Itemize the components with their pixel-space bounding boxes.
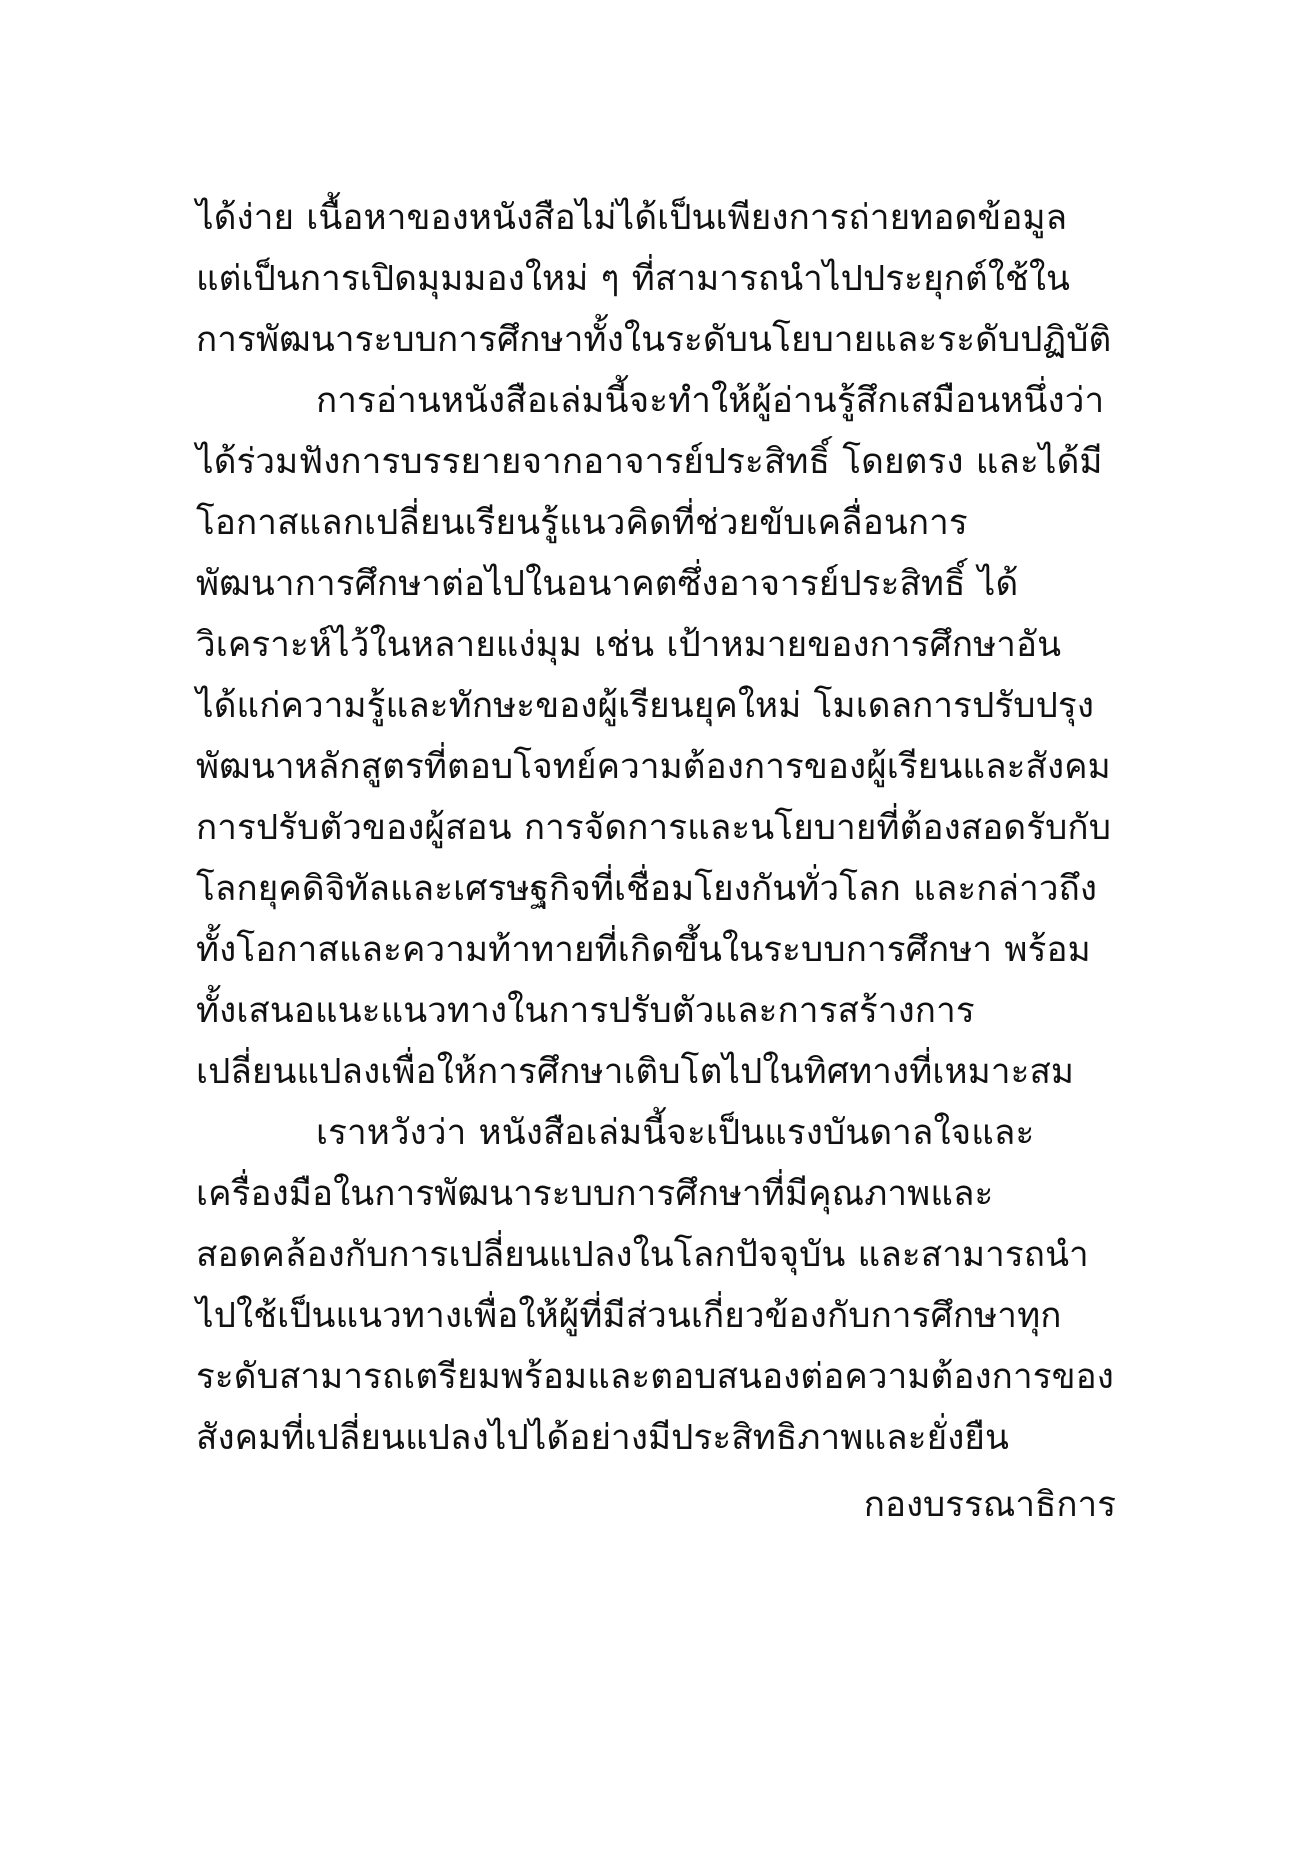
paragraph-1: ได้ง่าย เนื้อหาของหนังสือไม่ได้เป็นเพียงการถ่ายทอดข้อมูล แต่เป็นการเปิดมุมมองใหม่ ๆ ที่สามารถนำไปประยุกต์ใช้ในการพัฒนาระบบการศึกษาทั้งในระดับนโยบายและระดับปฏิบัติ (196, 198, 1112, 360)
paragraph-3: เราหวังว่า หนังสือเล่มนี้จะเป็นแรงบันดาลใจและเครื่องมือในการพัฒนาระบบการศึกษาที่มีคุณภาพและสอดคล้องกับการเปลี่ยนแปลงในโลกปัจจุบัน และสามารถนำไปใช้เป็นแนวทางเพื่อให้ผู้ที่มีส่วนเกี่ยวข้องกับการศึกษาทุกระดับสามารถเตรียมพร้อมและตอบสนองต่อความต้องการของสังคมที่เปลี่ยนแปลงไปได้อย่างมีประสิทธิภาพและยั่งยืน (196, 1113, 1114, 1458)
signature-line: กองบรรณาธิการ (863, 1485, 1116, 1525)
paragraph-2: การอ่านหนังสือเล่มนี้จะทำให้ผู้อ่านรู้สึกเสมือนหนึ่งว่าได้ร่วมฟังการบรรยายจากอาจารย์ประสิทธิ์ โดยตรง และได้มีโอกาสแลกเปลี่ยนเรียนรู้แนวคิดที่ช่วยขับเคลื่อนการพัฒนาการศึกษาต่อไปในอนาคตซึ่งอาจารย์ประสิทธิ์ ได้วิเคราะห์ไว้ในหลายแง่มุม เช่น เป้าหมายของการศึกษาอันได้แก่ความรู้และทักษะของผู้เรียนยุคใหม่ โมเดลการปรับปรุงพัฒนาหลักสูตรที่ตอบโจทย์ความต้องการของผู้เรียนและสังคม การปรับตัวของผู้สอน การจัดการและนโยบายที่ต้องสอดรับกับโลกยุคดิจิทัลและเศรษฐกิจที่เชื่อมโยงกันทั่วโลก และกล่าวถึงทั้งโอกาสและความท้าทายที่เกิดขึ้นในระบบการศึกษา พร้อมทั้งเสนอแนะแนวทางในการปรับตัวและการสร้างการเปลี่ยนแปลงเพื่อให้การศึกษาเติบโตไปในทิศทางที่เหมาะสม (196, 381, 1112, 1092)
body-text-column (196, 188, 1116, 1536)
